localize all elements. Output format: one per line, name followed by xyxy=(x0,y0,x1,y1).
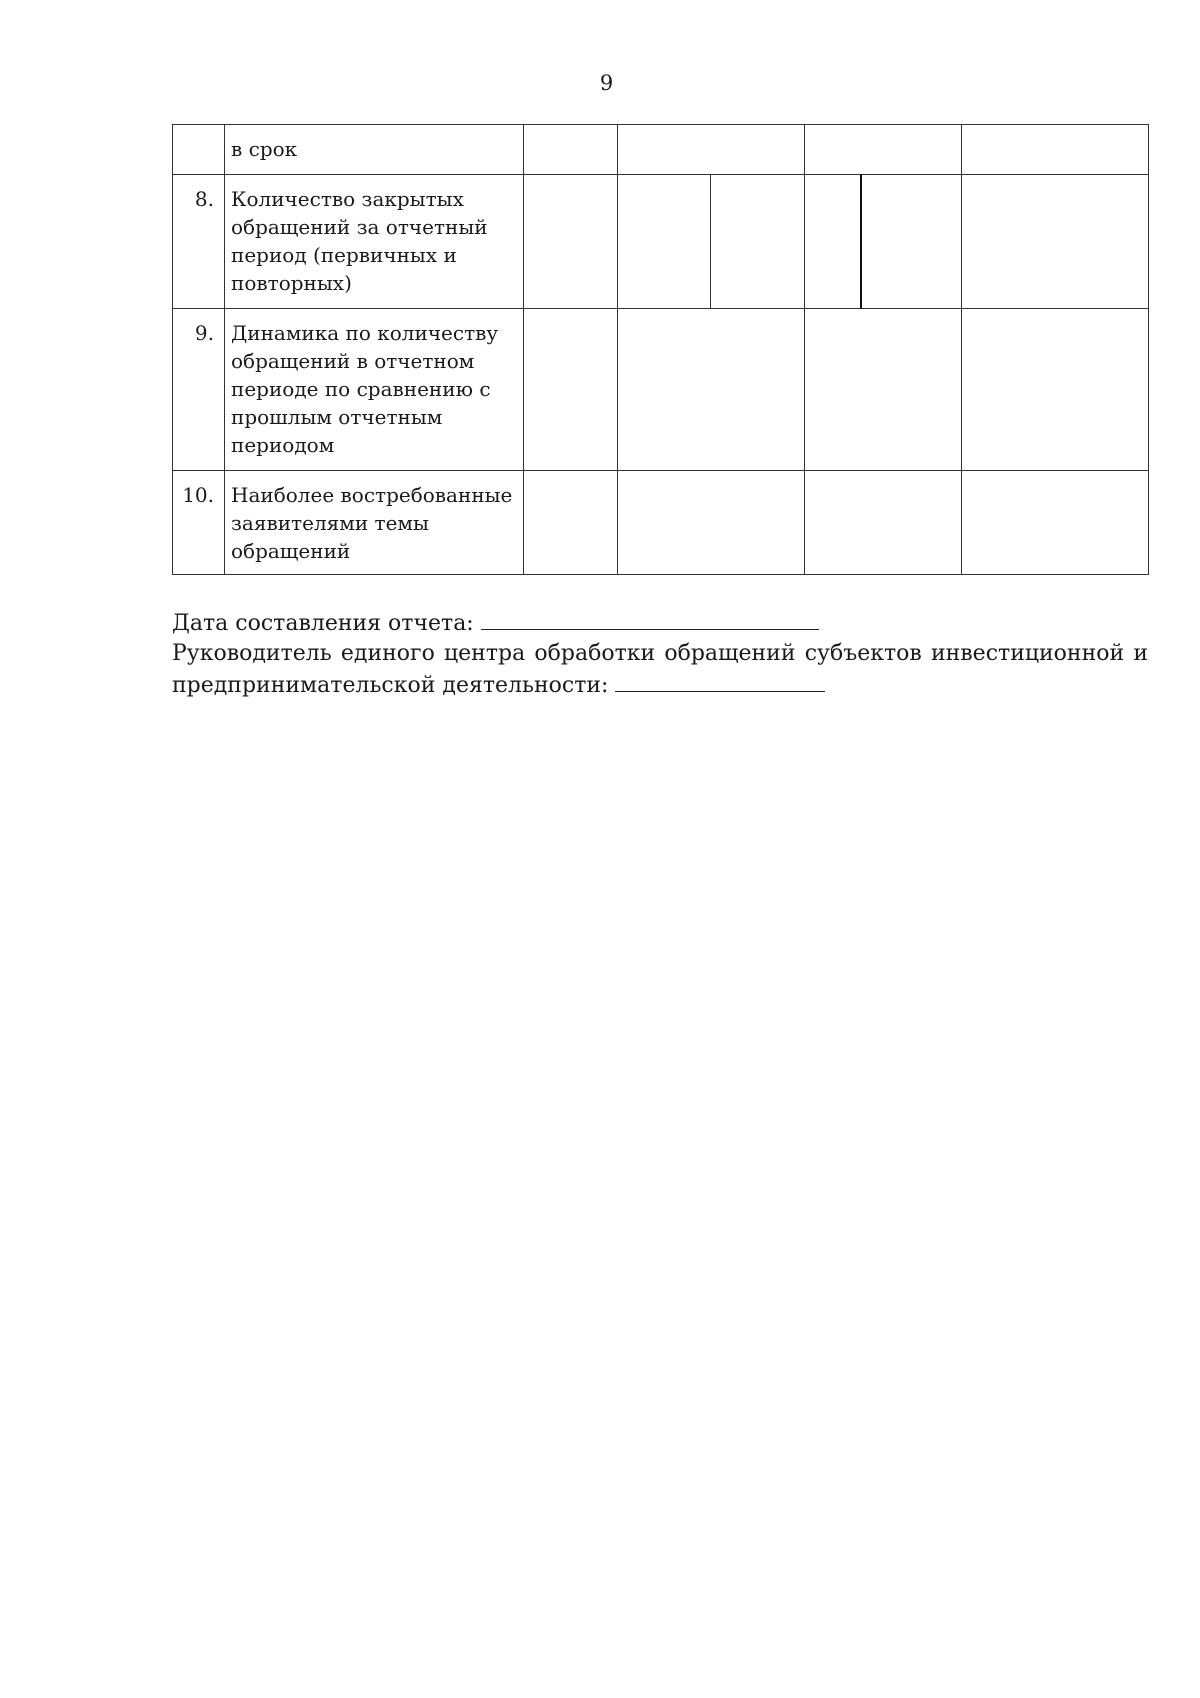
table-cell xyxy=(805,471,962,575)
row-number: 10. xyxy=(173,471,225,575)
table-row xyxy=(173,471,1149,575)
table-cell xyxy=(962,175,1149,309)
report-date-blank[interactable] xyxy=(481,607,819,630)
report-table xyxy=(172,124,1149,575)
page-number: 9 xyxy=(599,71,614,95)
report-date-line xyxy=(172,607,1148,639)
table-cell xyxy=(805,309,962,471)
head-signature-blank[interactable] xyxy=(615,669,825,692)
head-signature-line-2 xyxy=(172,669,1148,701)
table-cell xyxy=(618,125,805,175)
table-cell xyxy=(618,471,805,575)
head-signature-line-1: Руководитель единого центра обработки обращений субъектов инвестиционной и xyxy=(172,641,1148,666)
table-cell xyxy=(524,125,618,175)
head-signature-label: предпринимательской деятельности: xyxy=(172,673,609,698)
table-row xyxy=(173,175,1149,309)
table-cell xyxy=(962,125,1149,175)
row-description: Количество закрытых обращений за отчетный период (первичных и повторных) xyxy=(225,175,524,309)
row-number: 9. xyxy=(173,309,225,471)
table-cell xyxy=(524,471,618,575)
table-row xyxy=(173,125,1149,175)
row-number: 8. xyxy=(173,175,225,309)
row-description: в срок xyxy=(225,125,524,175)
table-cell xyxy=(805,175,861,309)
row-description: Наиболее востребованные заявителями темы обращений xyxy=(225,471,524,575)
row-description: Динамика по количеству обращений в отчетном периоде по сравнению с прошлым отчетным периодом xyxy=(225,309,524,471)
table-cell xyxy=(711,175,805,309)
row-number xyxy=(173,125,225,175)
table-cell xyxy=(618,309,805,471)
table-row xyxy=(173,309,1149,471)
table-cell xyxy=(962,471,1149,575)
table-cell xyxy=(962,309,1149,471)
table-cell xyxy=(524,309,618,471)
table-cell xyxy=(524,175,618,309)
table-cell xyxy=(805,125,962,175)
table-cell xyxy=(861,175,962,309)
table-cell xyxy=(618,175,711,309)
report-date-label: Дата составления отчета: xyxy=(172,611,474,636)
